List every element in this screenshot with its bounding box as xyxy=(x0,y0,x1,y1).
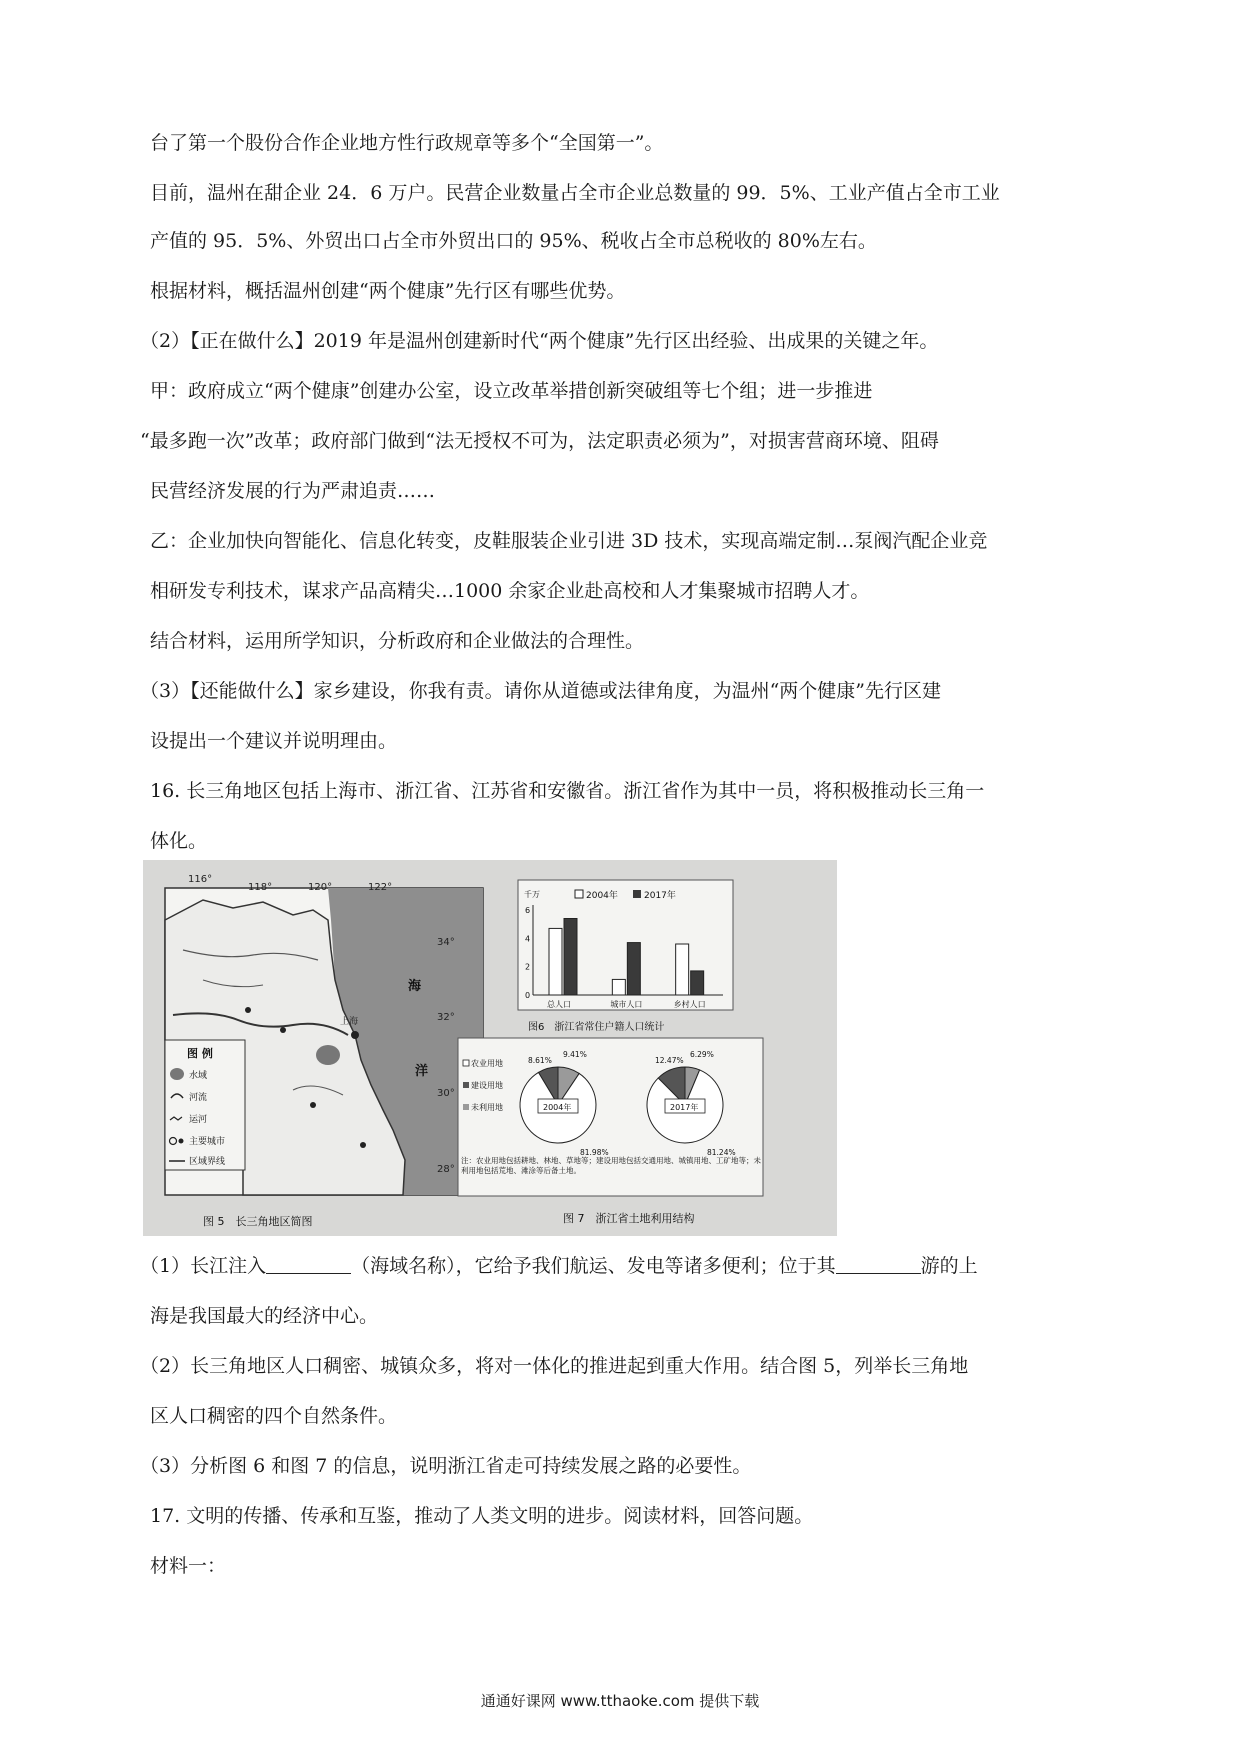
text-line: “最多跑一次”改革；政府部门做到“法无授权不可为，法定职责必须为”，对损害营商环境、阻碍 xyxy=(140,430,939,452)
latitude-label: 28° xyxy=(437,1164,455,1175)
y-tick-label: 4 xyxy=(525,934,531,944)
legend-title: 图 例 xyxy=(187,1047,213,1060)
text-line: 区人口稠密的四个自然条件。 xyxy=(150,1405,398,1427)
city-marker xyxy=(310,1102,316,1108)
material-label: 材料一： xyxy=(150,1555,227,1577)
legend-label: 农业用地 xyxy=(471,1059,503,1068)
text-line: 设提出一个建议并说明理由。 xyxy=(150,730,398,752)
sea-label: 洋 xyxy=(415,1064,429,1079)
map-legend xyxy=(165,1040,245,1170)
y-tick-label: 0 xyxy=(525,991,531,1000)
legend-swatch-2017 xyxy=(633,890,641,898)
y-tick-label: 6 xyxy=(525,906,531,915)
answer-blank[interactable] xyxy=(266,1255,351,1274)
text-line: 海是我国最大的经济中心。 xyxy=(150,1305,379,1327)
legend-swatch-construction xyxy=(463,1082,469,1088)
bar xyxy=(691,971,704,995)
longitude-label: 118° xyxy=(248,882,273,893)
sea-label: 海 xyxy=(408,979,422,994)
legend-item: 主要城市 xyxy=(189,1137,226,1147)
legend-label: 2017年 xyxy=(644,891,676,901)
latitude-label: 34° xyxy=(437,937,455,948)
bar xyxy=(564,919,577,996)
longitude-label: 120° xyxy=(308,882,333,893)
legend-label: 建设用地 xyxy=(471,1081,503,1090)
latitude-label: 30° xyxy=(437,1088,455,1099)
sub-question-1 xyxy=(140,1253,1100,1279)
chart-title: 图6 浙江省常住户籍人口统计 xyxy=(528,1022,665,1033)
question-text: （海域名称），它给予我们航运、发电等诸多便利；位于其 xyxy=(351,1255,836,1277)
pie-data-label: 12.47% xyxy=(655,1056,684,1065)
text-line: 民营经济发展的行为严肃追责…… xyxy=(150,480,436,502)
text-line: 乙：企业加快向智能化、信息化转变，皮鞋服装企业引进 3D 技术，实现高端定制…泵阀汽配企业竞 xyxy=(150,530,988,552)
x-tick-label: 总人口 xyxy=(547,1000,571,1009)
longitude-label: 122° xyxy=(368,882,393,893)
sub-question: （3）【还能做什么】家乡建设，你我有责。请你从道德或法律角度，为温州“两个健康”先行区建 xyxy=(140,680,942,702)
question-16: 16. 长三角地区包括上海市、浙江省、江苏省和安徽省。浙江省作为其中一员，将积极推动长三角一 xyxy=(150,780,985,802)
pie-data-label: 81.98% xyxy=(580,1148,609,1157)
x-tick-label: 乡村人口 xyxy=(673,1000,706,1009)
sub-question: （2）【正在做什么】2019 年是温州创建新时代“两个健康”先行区出经验、出成果的关键之年。 xyxy=(140,330,939,352)
x-tick-label: 城市人口 xyxy=(610,1000,643,1009)
text-line: 体化。 xyxy=(150,830,208,852)
text-line: 相研发专利技术，谋求产品高精尖…1000 余家企业赴高校和人才集聚城市招聘人才。 xyxy=(150,580,870,602)
text-line: 台了第一个股份合作企业地方性行政规章等多个“全国第一”。 xyxy=(150,132,664,154)
water-icon xyxy=(170,1068,184,1080)
sub-question-3: （3）分析图 6 和图 7 的信息，说明浙江省走可持续发展之路的必要性。 xyxy=(140,1455,752,1477)
bar-chart-figure-6 xyxy=(518,880,733,1033)
bar xyxy=(612,979,625,995)
question-prompt: 根据材料，概括温州创建“两个健康”先行区有哪些优势。 xyxy=(150,280,626,302)
legend-swatch-2004 xyxy=(575,890,583,898)
legend-swatch-agriculture xyxy=(463,1060,469,1066)
pie-year-label: 2017年 xyxy=(670,1103,699,1112)
question-prompt: 结合材料，运用所学知识，分析政府和企业做法的合理性。 xyxy=(150,630,645,652)
pie-data-label: 9.41% xyxy=(563,1050,587,1059)
chart-note: 注：农业用地包括耕地、林地、草地等；建设用地包括交通用地、城镇用地、工矿地等；未利用地包括荒地、滩涂等后备土地。 xyxy=(461,1156,761,1175)
figure-panel xyxy=(143,860,837,1236)
text-line: 产值的 95．5%、外贸出口占全市外贸出口的 95%、税收占全市总税收的 80%左右。 xyxy=(150,230,877,252)
legend-label: 2004年 xyxy=(586,891,618,901)
bar xyxy=(549,928,562,995)
city-marker xyxy=(280,1027,286,1033)
text-line: 目前，温州在甜企业 24．6 万户。民营企业数量占全市企业总数量的 99．5%、工业产值占全市工业 xyxy=(150,182,1000,204)
pie-data-label: 8.61% xyxy=(528,1056,552,1065)
pie-chart-figure-7 xyxy=(458,1038,763,1225)
city-marker xyxy=(360,1142,366,1148)
text-line: 甲：政府成立“两个健康”创建办公室，设立改革举措创新突破组等七个组；进一步推进 xyxy=(150,380,873,402)
question-text: （1）长江注入 xyxy=(140,1255,267,1277)
city-icon xyxy=(179,1139,184,1144)
legend-swatch-unused xyxy=(463,1104,469,1110)
sub-question-2: （2）长三角地区人口稠密、城镇众多，将对一体化的推进起到重大作用。结合图 5，列举长三角地 xyxy=(140,1355,969,1377)
pie-year-label: 2004年 xyxy=(543,1103,572,1112)
taihu-lake xyxy=(316,1045,340,1065)
answer-blank[interactable] xyxy=(836,1255,921,1274)
legend-item: 河流 xyxy=(189,1093,208,1103)
bar xyxy=(627,943,640,995)
latitude-label: 32° xyxy=(437,1012,455,1023)
city-label-shanghai: 上海 xyxy=(340,1017,359,1027)
legend-item: 运河 xyxy=(189,1115,208,1125)
city-marker xyxy=(245,1007,251,1013)
legend-item: 水域 xyxy=(189,1071,208,1081)
bar xyxy=(676,944,689,995)
chart-title: 图 7 浙江省土地利用结构 xyxy=(563,1212,695,1225)
legend-item: 区域界线 xyxy=(189,1157,226,1167)
map-figure-5 xyxy=(165,874,483,1228)
pie-data-label: 6.29% xyxy=(690,1050,714,1059)
figure-caption: 图 5 长三角地区简图 xyxy=(203,1215,313,1228)
longitude-label: 116° xyxy=(188,874,213,885)
legend-label: 未利用地 xyxy=(471,1103,503,1112)
question-text: 游的上 xyxy=(920,1255,978,1277)
page-footer: 通通好课网 www.tthaoke.com 提供下载 xyxy=(480,1692,760,1710)
y-tick-label: 2 xyxy=(525,962,531,972)
pie-data-label: 81.24% xyxy=(707,1148,736,1157)
y-axis-label: 千万 xyxy=(524,890,540,899)
question-17: 17. 文明的传播、传承和互鉴，推动了人类文明的进步。阅读材料，回答问题。 xyxy=(150,1505,814,1527)
city-marker xyxy=(351,1031,359,1039)
